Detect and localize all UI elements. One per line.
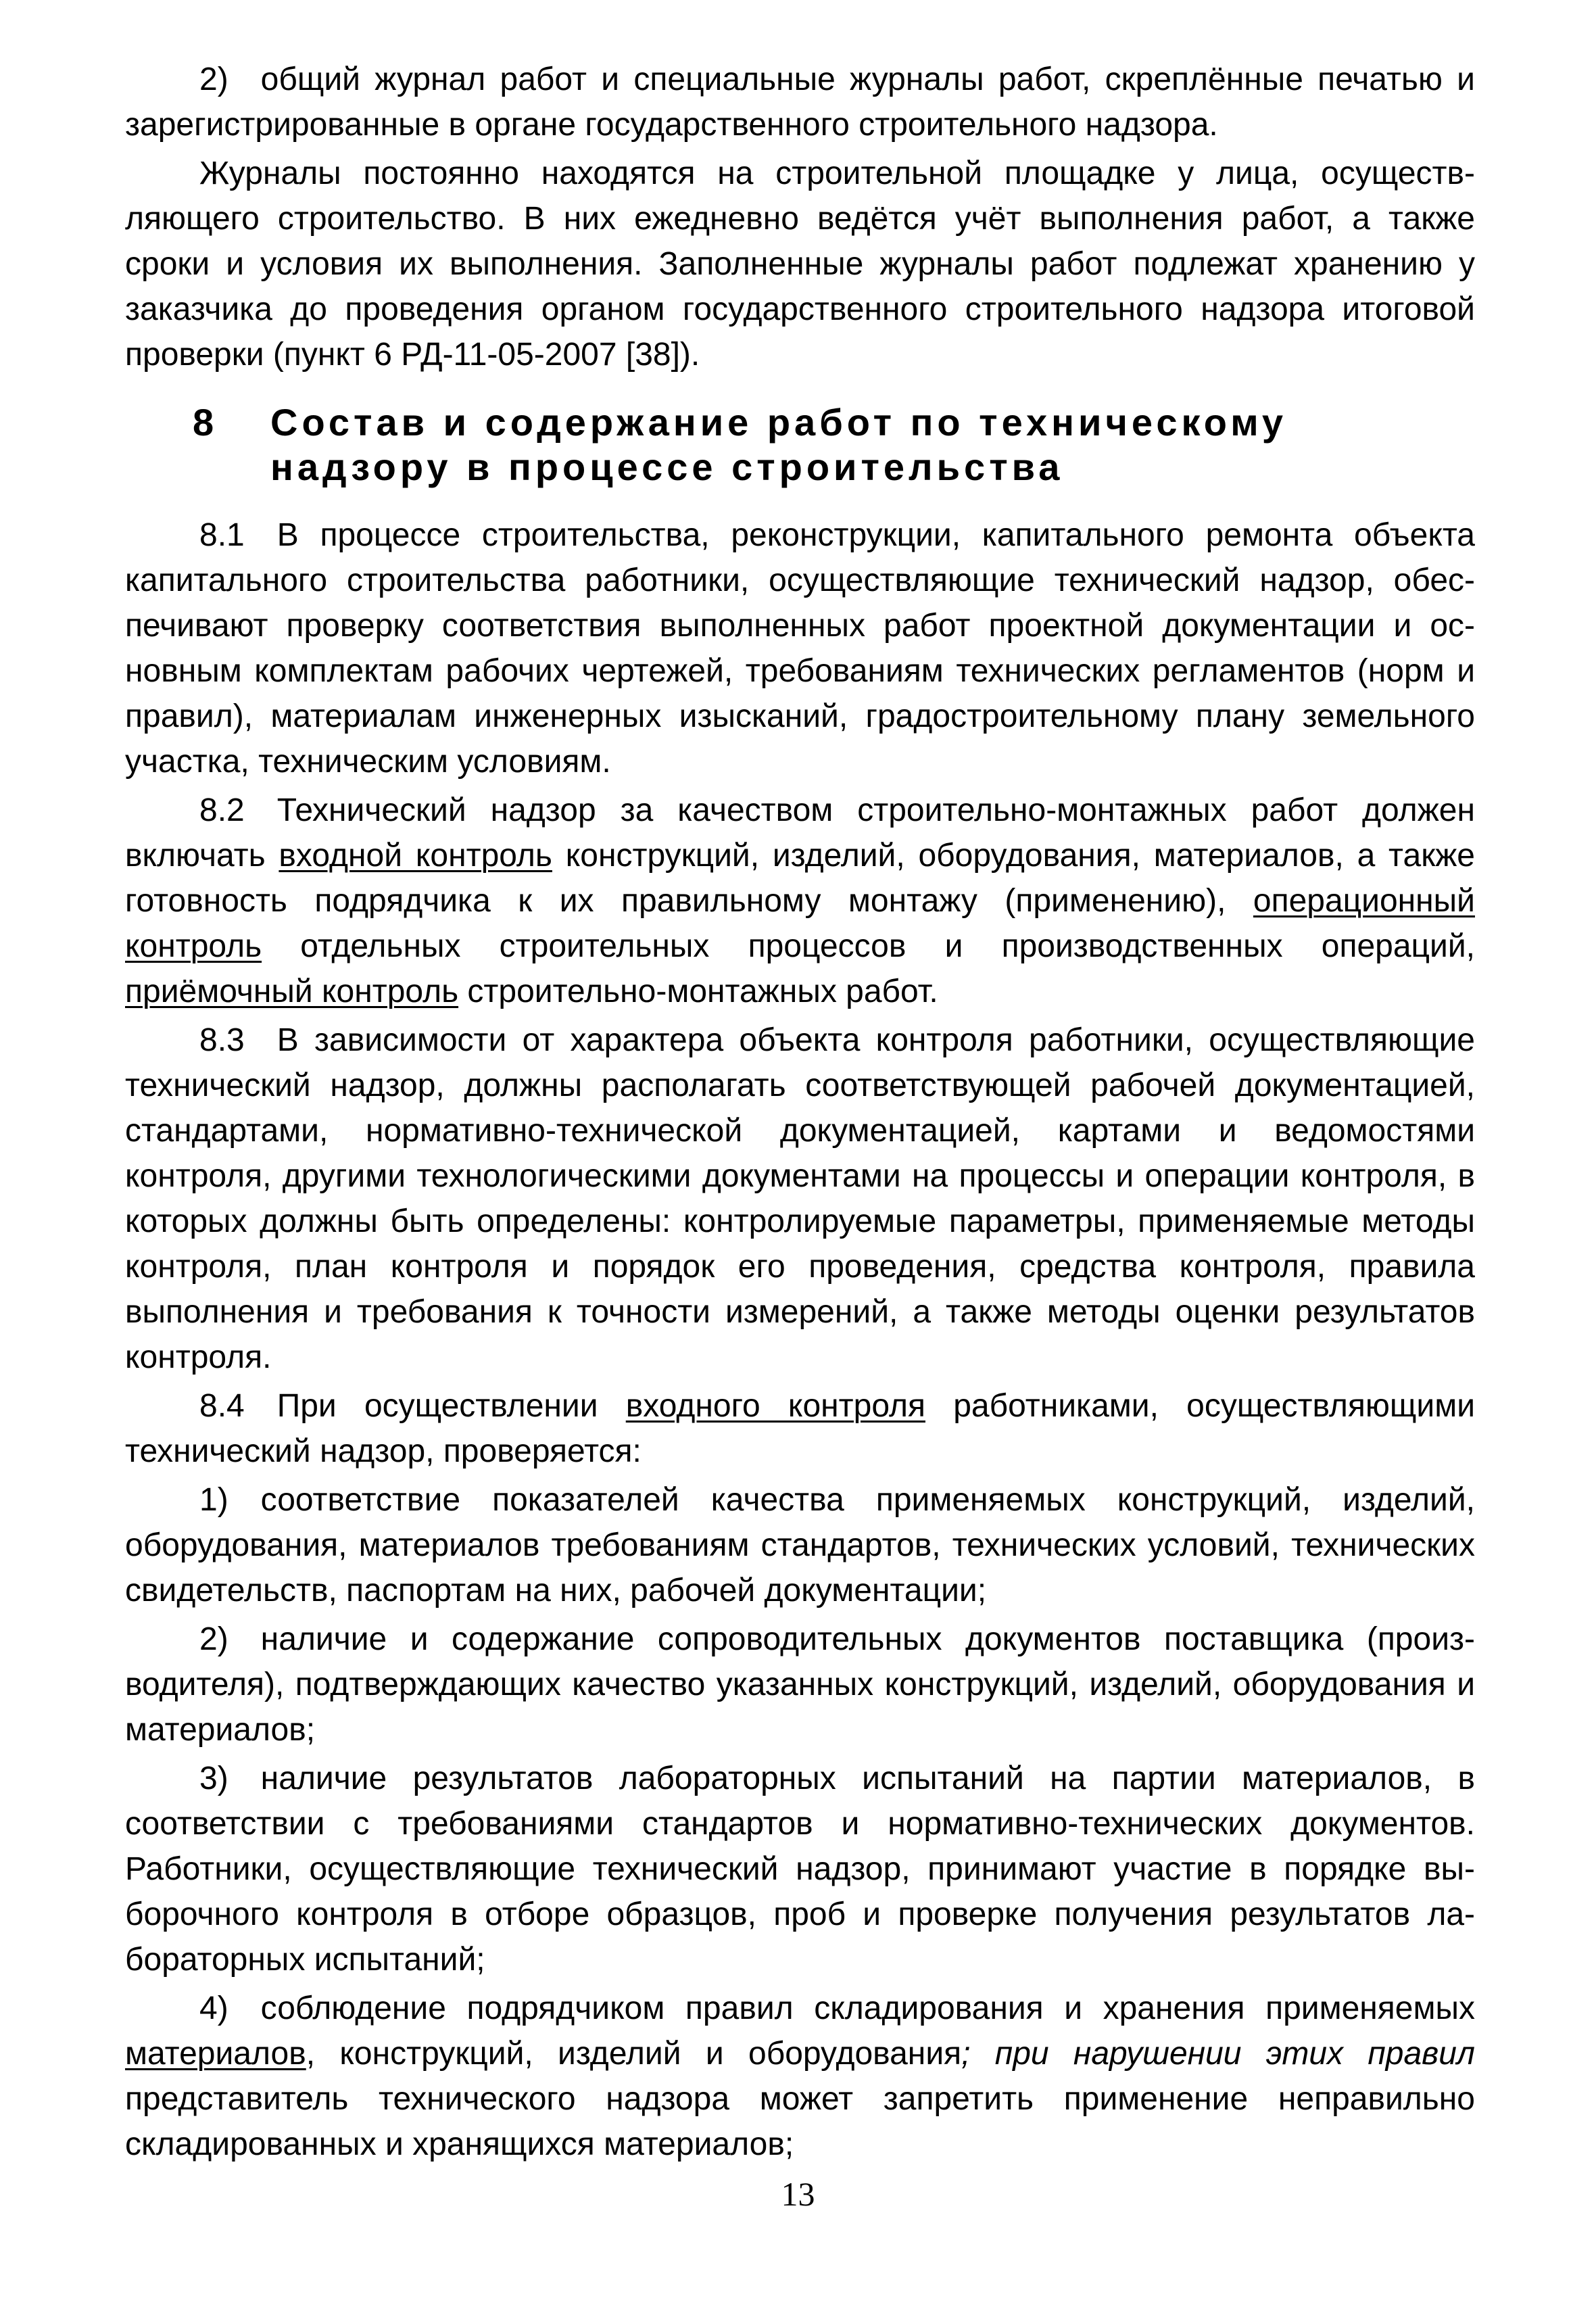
list-item-4-text-a: 4) соблюдение подрядчиком правил складирования и хранения применяемых — [199, 1990, 1475, 2026]
paragraph-8-2-text-a: 8.2 Технический надзор за качеством строительно-монтажных работ должен включать — [125, 792, 1475, 874]
section-title: Состав и содержание работ по техническому надзору в процессе строительства — [270, 401, 1288, 488]
list-item-4 — [125, 1986, 1475, 2167]
section-heading — [125, 400, 1475, 490]
list-item-2: 2) наличие и содержание сопроводительных документов поставщика (производителя), подтверждающих качество указанных конструкций, изделий, оборудования и материалов; — [125, 1621, 1475, 1748]
paragraph-8-4-text-b: работниками, осуществляющими технический надзор, проверяется: — [125, 1388, 1476, 1469]
paragraph-8-2-text-c: отдельных строительных процессов и производственных операций, — [262, 928, 1475, 964]
paragraph-8-4 — [125, 1383, 1475, 1474]
term-incoming-control-2: входного контроля — [625, 1388, 925, 1424]
term-acceptance-control: приёмочный контроль — [125, 974, 459, 1009]
section-number: 8 — [193, 401, 214, 444]
paragraph-journals-storage: Журналы постоянно находятся на строительной площадке у лица, осуществляющего строительство. В них ежедневно ведётся учёт выполнения работ, а также сроки и условия их выполнения. Заполненные журналы работ подлежат хранению у заказчика до проведения органом государственного строительного надзора итоговой проверки (пункт 6 РД-11-05-2007 [38]). — [125, 156, 1475, 373]
paragraph-8-2 — [125, 788, 1475, 1014]
term-materials: материалов — [125, 2036, 306, 2072]
term-incoming-control: входной контроль — [279, 838, 552, 874]
term-operational-control: операционный контроль — [125, 883, 1475, 964]
paragraph-8-3: 8.3 В зависимости от характера объекта контроля работники, осуществляющие технический надзор, должны располагать соответствующей рабочей документацией, стандартами, нормативно-технической документацией, картами и ведомостями контроля, другими технологическими документами на процессы и операции контроля, в которых должны быть определены: контролируемые параметры, применяемые методы контроля, план контроля и порядок его проведения, средства контроля, правила выполнения и требования к точности измерений, а также методы оценки результатов контроля. — [125, 1022, 1475, 1375]
list-item-3: 3) наличие результатов лабораторных испытаний на партии материалов, в соответствии с требованиями стандартов и нормативно-технических документов. Работники, осуществляющие технический надзор, принимают участие в порядке выборочного контроля в отборе образцов, проб и проверке получения результатов лабораторных испытаний; — [125, 1761, 1475, 1978]
list-item-4-italic: ; при нарушении этих правил — [961, 2036, 1475, 2072]
list-item-4-text-b: , конструкций, изделий и оборудования — [306, 2036, 962, 2072]
list-item-1: 1) соответствие показателей качества применяемых конструкций, изделий, оборудования, материалов требованиям стандартов, технических условий, технических свидетельств, паспортам на них, рабочей документации; — [125, 1482, 1475, 1608]
paragraph-8-4-text-a: 8.4 При осуществлении — [199, 1388, 626, 1424]
page-number: 13 — [781, 2175, 815, 2213]
paragraph-8-2-text-d: строительно-монтажных работ. — [458, 974, 938, 1009]
list-item-4-text-d: представитель технического надзора может запретить применение неправильно складированных и хранящихся материалов; — [125, 2081, 1475, 2162]
paragraph-8-1: 8.1 В процессе строительства, реконструкции, капитального ремонта объекта капитального строительства работники, осуществляющие технический надзор, обеспечивают проверку соответствия выполненных работ проектной документации и основным комплектам рабочих чертежей, требованиям технических регламентов (норм и правил), материалам инженерных изысканий, градостроительному плану земельного участка, техническим условиям. — [125, 517, 1475, 780]
document-page — [125, 57, 1475, 2170]
paragraph-journal-item-2: 2) общий журнал работ и специальные журналы работ, скреплённые печатью и зарегистрированные в органе государственного строительного надзора. — [125, 62, 1475, 143]
paragraph-8-2-text-b: конструкций, изделий, оборудования, материалов, а также готовность подрядчика к их правильному монтажу (применению), — [125, 838, 1475, 919]
